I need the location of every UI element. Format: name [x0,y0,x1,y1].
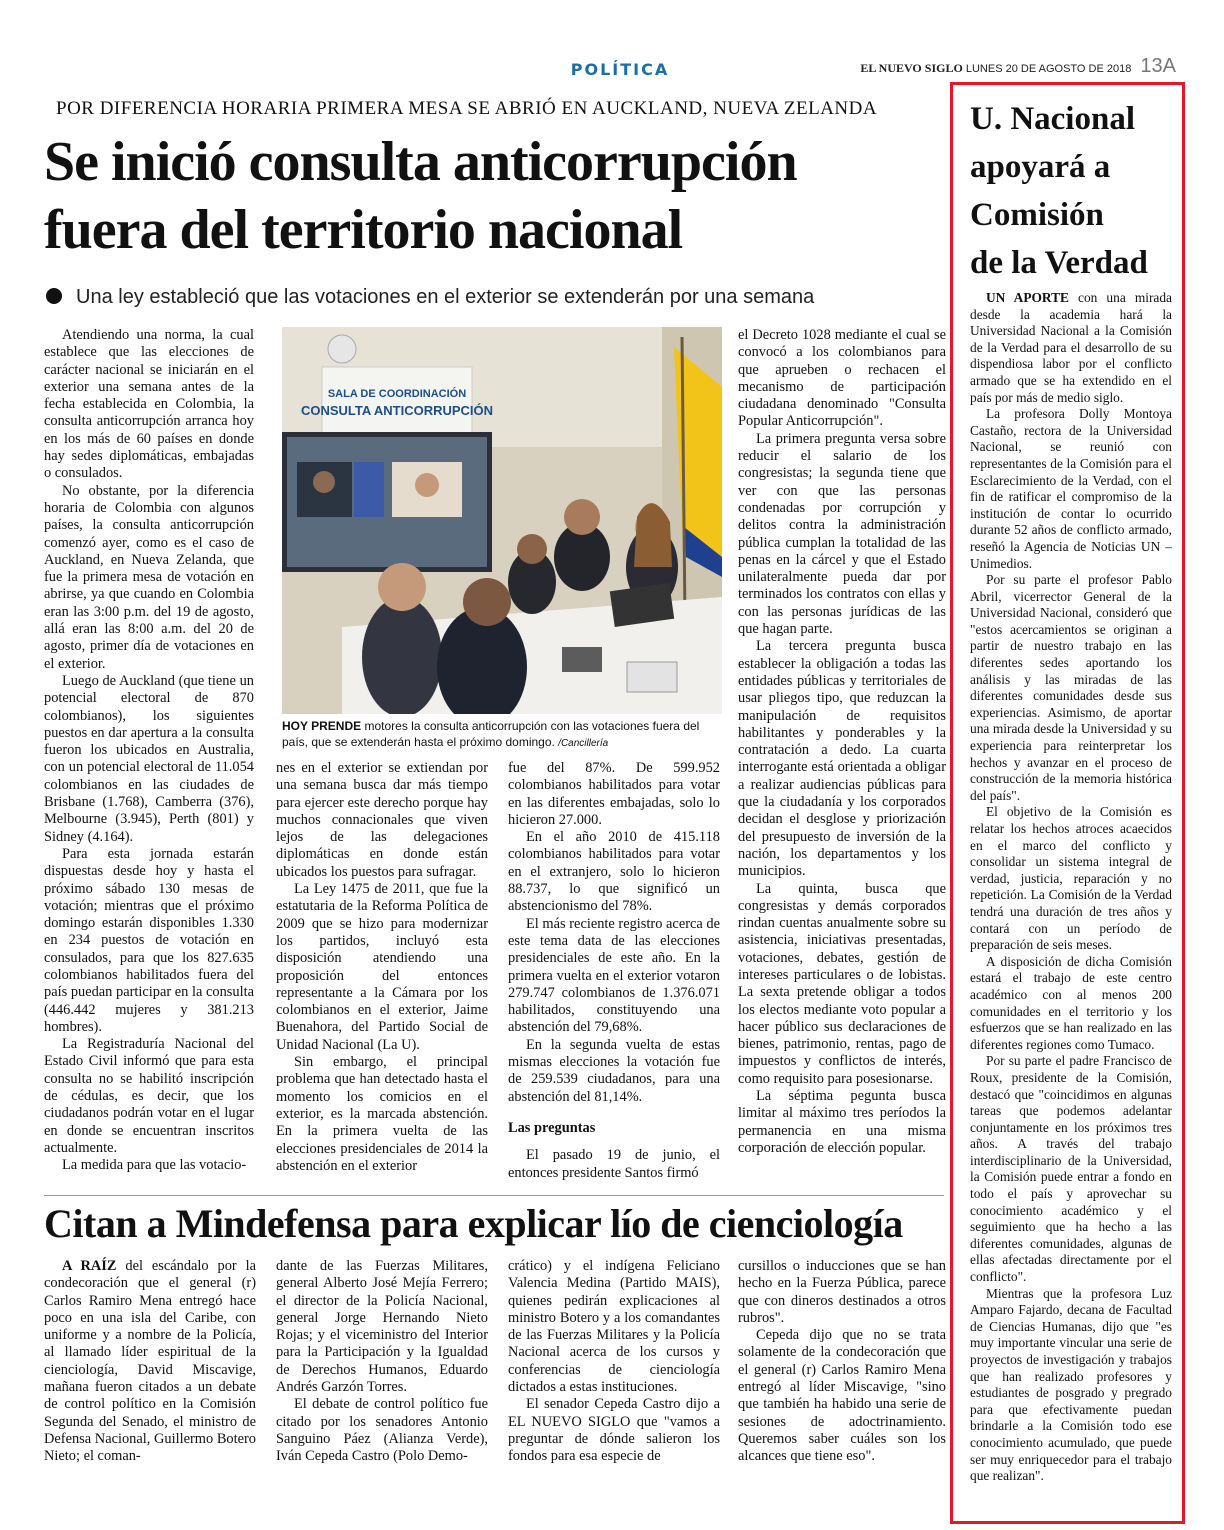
paragraph: En el año 2010 de 415.118 colombianos habilitados para votar en el extranjero, solo lo hicieron 88.737, lo que significó un abstencionismo del 78%. [508,829,720,915]
paragraph: La Registraduría Nacional del Estado Civil informó que para esta consulta no se habilitó inscripción de cédulas, es decir, que los ciudadanos podrán votar en el lugar en donde se encuentran inscritos actualmente. [44,1036,254,1156]
paragraph: La primera pregunta versa sobre reducir el salario de los congresistas; la segunda tiene que ver con que las personas condenadas por corrupción y delitos contra la administración pública cumplan la totalidad de las penas en la cárcel y que el Estado unilateralmente pueda dar por terminados los contratos con ellas y con las personas jurídicas de las que hagan parte. [738,430,946,638]
paragraph: Por su parte el profesor Pablo Abril, vicerrector General de la Universidad Nacional, consideró que "estos acercamientos se originan a partir de nuestro trabajo en las diferentes sedes aportando los análisis y las miradas de las diferentes comunidades desde sus experiencias. Asimismo, de aportar una mirada desde la Universidad y su experiencia para reinterpretar los hechos y avanzar en el proceso de construcción de la memoria histórica del país". [970,572,1172,803]
sign-line-2: CONSULTA ANTICORRUPCIÓN [300,403,494,418]
paragraph: En la segunda vuelta de estas mismas elecciones la votación fue de 259.539 ciudadanos, para una abstención del 81,14%. [508,1036,720,1105]
main-col-3 [508,760,720,1182]
photo-caption [282,718,722,752]
news-photo [282,327,722,714]
bullet-icon [46,288,62,304]
lead-caps: A RAÍZ [62,1258,117,1274]
sidebar-body [970,290,1172,1485]
paragraph: dante de las Fuerzas Militares, general Alberto José Mejía Ferrero; el director de la Policía Nacional, general Jorge Hernando Nieto Rojas; y el viceministro del Interior para la Participación y la Igualdad de Derechos Humanos, Eduardo Andrés Garzón Torres. [276,1258,488,1396]
paragraph: Luego de Auckland (que tiene un potencial electoral de 870 colombianos), los siguientes puestos en dar apertura a la consulta fueron los ubicados en Australia, con un potencial electoral de 11.054 colombianos en las ciudades de Brisbane (1.768), Camberra (376), Melbourne (3.945), Perth (801) y Sidney (4.164). [44,672,254,845]
main-col-4 [738,327,946,1157]
paragraph: El senador Cepeda Castro dijo a EL NUEVO SIGLO que "vamos a preguntar de dónde salieron los fondos para esa especie de [508,1396,720,1465]
paragraph [44,1258,256,1466]
second-col-3 [508,1258,720,1466]
paragraph: La medida para que las votacio- [62,1157,247,1174]
photo-credit: /Cancillería [558,738,609,749]
publication-name: EL NUEVO SIGLO [860,61,963,75]
divider-rule [44,1195,944,1196]
caption-text: motores la consulta anticorrupción con las votaciones fuera del país, que se extenderán hasta el próximo domingo. [282,719,700,749]
paragraph: Atendiendo una norma, la cual establece que las elecciones de carácter nacional se iniciarán en el exterior una semana antes de la fecha establecida en Colombia, la consulta anticorrupción arranca hoy en los más de 60 países en donde hay sedes diplomáticas, embajadas o consulados. [44,327,254,482]
paragraph: Para esta jornada estarán dispuestas desde hoy y hasta el próximo sábado 130 mesas de votación; mientras que el próximo domingo estarán disponibles 1.330 en 234 puestos de votación en consulados, para que los 827.635 colombianos habilitados fuera del país puedan participar en la consulta (446.442 mujeres y 381.213 hombres). [44,845,254,1035]
headline-line: U. Nacional [970,101,1135,137]
subhead: Las preguntas [508,1119,596,1136]
paragraph: El pasado 19 de junio, el entonces presidente Santos firmó [508,1147,720,1181]
second-col-2 [276,1258,488,1466]
paragraph: La séptima pegunta busca limitar al máximo tres períodos la permanencia en una misma corporación de elección popular. [738,1088,946,1156]
paragraph: crático) y el indígena Feliciano Valencia Medina (Partido MAIS), quienes pedirán explicaciones al ministro Botero y a los comandantes de las Fuerzas Militares y la Policía Nacional acerca de los cursos y conferencias de cienciología dictados a estas instituciones. [508,1258,720,1396]
headline-line: de la Verdad [970,245,1148,281]
caption-lead: HOY PRENDE [282,719,362,733]
sign-line-1: SALA DE COORDINACIÓN [327,388,467,400]
sidebar-headline [970,95,1170,287]
kicker: POR DIFERENCIA HORARIA PRIMERA MESA SE ABRIÓ EN AUCKLAND, NUEVA ZELANDA [56,98,878,119]
paragraph: Sin embargo, el principal problema que han detectado hasta el momento los comicios en el exterior, es la marcada abstención. En la primera vuelta de las elecciones presidenciales de 2014 la abstención en el exterior [276,1054,488,1174]
paragraph [970,290,1172,406]
paragraph: La profesora Dolly Montoya Castaño, rectora de la Universidad Nacional, se reunió con representantes de la Comisión para el Esclarecimiento de la Verdad, con el fin de ratificar el compromiso de la institución de contar lo ocurrido durante 52 años de conflicto armado, reseñó la Agencia de Noticias UN – Unimedios. [970,406,1172,571]
paragraph: cursillos o inducciones que se han hecho en la Fuerza Pública, parece que con dineros destinados a otros rubros". [738,1258,946,1326]
paragraph: El objetivo de la Comisión es relatar los hechos atroces acaecidos en el marco del conflicto y consolidar un sistema integral de verdad, justicia, reparación y no repetición. La Comisión de la Verdad tendrá una duración de tres años y contará con un período de preparación de seis meses. [970,804,1172,953]
paragraph: La tercera pregunta busca establecer la obligación a todas las entidades públicas y territoriales de usar pliegos tipo, que reduzcan la manipulación de requisitos habilitantes y ponderables y la contratación a dedo. La cuarta interrogante está orientada a obligar a realizar audiencias públicas para que la ciudadanía y los corporados decidan el desglose y priorización del presupuesto de inversión de la nación, los departamentos y los municipios. [738,638,946,880]
paragraph: Cepeda dijo que no se trata solamente de la condecoración que el general (r) Carlos Ramiro Mena entregó al líder Miscavige, "sino que también ha habido una serie de sesiones de adoctrinamiento. Queremos saber cuáles son los alcances que tiene eso". [738,1327,946,1465]
paragraph: Mientras que la profesora Luz Amparo Fajardo, decana de Facultad de Ciencias Humanas, dijo que "es muy importante vincular una serie de proyectos de investigación y trabajos que han realizado profesores y estudiantes de posgrado y pregrado para que efectivamente puedan brindarle a la Comisión todo ese conocimiento acumulado, que puede ser muy enriquecedor para el trabajo que realizan". [970,1285,1172,1484]
paragraph-text: del escándalo por la condecoración que el general (r) Carlos Ramiro Mena entregó hace poco en una isla del Caribe, con uniforme y a nombre de la Policía, al llamado líder espiritual de la cienciología, David Miscavige, mañana fueron citados a un debate de control político en la Comisión Segunda del Senado, el ministro de Defensa Nacional, Guillermo Botero Nieto; el coman- [44,1258,256,1465]
paragraph: No obstante, por la diferencia horaria de Colombia con algunos países, la consulta anticorrupción comenzó ayer, como es el caso de Auckland, en Nueva Zelanda, que fue la primera mesa de votación en abrirse, ya que cuando en Colombia eran las 3:00 p.m. del 19 de agosto, allá eran las 8:00 a.m. del 20 de agosto, primer día de votaciones en el exterior. [44,482,254,672]
second-col-1 [44,1258,256,1466]
paragraph: La Ley 1475 de 2011, que fue la estatutaria de la Reforma Política de 2009 que se hizo para modernizar los partidos, incluyó esta disposición atendiendo una proposición del entonces representante a la Cámara por los colombianos en el exterior, Jaime Buenahora, del Partido Social de Unidad Nacional (La U). [276,881,488,1053]
paragraph: El debate de control político fue citado por los senadores Antonio Sanguino Páez (Alianza Verde), Iván Cepeda Castro (Polo Demo- [276,1396,488,1465]
second-headline: Citan a Mindefensa para explicar lío de cienciología [44,1201,903,1246]
second-col-4 [738,1258,946,1466]
issue-date: LUNES 20 DE AGOSTO DE 2018 [965,63,1132,75]
headline-line: apoyará a [970,149,1111,185]
main-col-2 [276,760,488,1175]
masthead [860,55,1176,78]
section-label: POLÍTICA [570,60,670,79]
headline-line: Se inició consulta anticorrupción [44,131,797,193]
paragraph: el Decreto 1028 mediante el cual se convocó a los colombianos para que aprueben o rechacen el mecanismo de participación ciudadana denominado "Consulta Popular Anticorrupción". [738,327,946,430]
deck [46,286,814,309]
page-number: 13A [1140,55,1176,77]
lead-caps: UN APORTE [986,290,1069,305]
headline-line: Comisión [970,197,1104,233]
headline-line: fuera del territorio nacional [44,199,683,261]
paragraph: A disposición de dicha Comisión estará el trabajo de este centro académico con al menos 200 comunidades en el territorio y los esfuerzos que se han realizado en las diferentes regiones como Tumaco. [970,953,1172,1052]
paragraph: Por su parte el padre Francisco de Roux, presidente de la Comisión, destacó que "coincidimos en algunas tareas que podemos adelantar conjuntamente en los próximos tres años. A través del trabajo interdisciplinario de la Universidad, la Comisión puede entrar a fondo en todo el país y aprovechar su conocimiento académico y el seguimiento que ha hecho a las diferentes comunidades, algunas de ellas afectadas directamente por el conflicto". [970,1053,1172,1285]
main-headline [44,128,944,264]
paragraph: fue del 87%. De 599.952 colombianos habilitados para votar en las diferentes embajadas, solo lo hicieron 27.000. [508,760,720,828]
paragraph: El más reciente registro acerca de este tema data de las elecciones presidenciales de este año. En la primera vuelta en el exterior votaron 279.747 colombianos de 1.376.071 habilitados, constituyendo una abstención del 79,68%. [508,915,720,1036]
paragraph: nes en el exterior se extiendan por una semana busca dar más tiempo para ejercer este derecho porque hay muchos connacionales que viven lejos de las delegaciones diplomáticas en donde están ubicados los puestos para sufragar. [276,760,488,880]
paragraph: La quinta, busca que congresistas y demás corporados rindan cuentas anualmente sobre su asistencia, iniciativas presentadas, votaciones, debates, gestión de intereses particulares o de lobistas. La sexta pretende obligar a todos los electos mediante voto popular a hacer público sus declaraciones de bienes, patrimonio, rentas, pago de impuestos y conflictos de interés, como requisito para posesionarse. [738,880,946,1087]
deck-text: Una ley estableció que las votaciones en el exterior se extenderán por una semana [76,286,815,308]
main-col-1 [44,327,254,1175]
paragraph-text: con una mirada desde la academia hará la Universidad Nacional a la Comisión de la Verdad para el desarrollo de su dispendiosa labor por el conflicto armado que se ha extendido en el país por más de medio siglo. [970,290,1172,405]
